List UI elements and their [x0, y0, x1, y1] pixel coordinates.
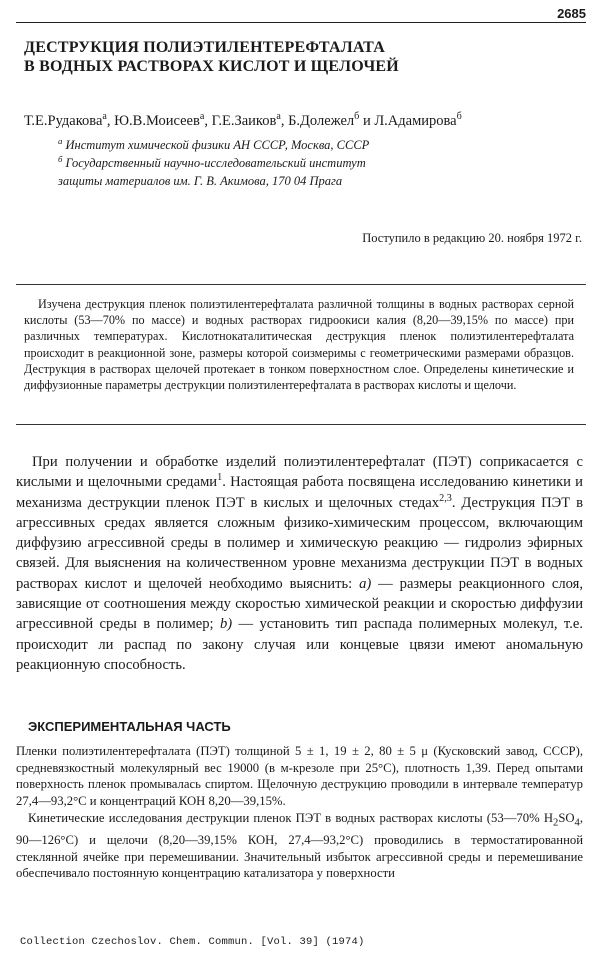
exp-text-1: Кинетические исследования деструкции пленок ПЭТ в водных растворах кислоты (53—70% H [28, 810, 554, 825]
author-2: , Ю.В.Моисеев [106, 113, 200, 129]
author-3: , Г.Е.Заиков [204, 113, 277, 129]
abstract-top-rule [16, 284, 586, 285]
author-3-mark: а [276, 111, 281, 123]
affiliation-b [58, 155, 366, 172]
author-5: и Л.Адамирова [359, 113, 457, 129]
author-1-mark: а [102, 111, 107, 123]
title-line-1: ДЕСТРУКЦИЯ ПОЛИЭТИЛЕНТЕРЕФТАЛАТА [24, 39, 386, 56]
author-1: Т.Е.Рудакова [24, 113, 103, 129]
author-4-mark: б [354, 111, 360, 123]
exp-subscript-4: 4 [574, 817, 580, 829]
item-a-marker: а) [359, 575, 372, 592]
experimental-paragraph-2 [16, 810, 583, 882]
journal-footer: Collection Czechoslov. Chem. Commun. [Vol. 39] (1974) [20, 936, 365, 948]
intro-text-2: . Настоящая работа посвящена исследованию кинетики и механизма деструкции пленок ПЭТ в кислых и щелочных стедах [16, 474, 583, 511]
affiliation-a-text: Институт химической физики АН СССР, Москва, СССР [62, 138, 370, 152]
page-number: 2685 [557, 6, 586, 21]
exp-subscript-2: 2 [553, 817, 559, 829]
intro-text-3: . Деструкция ПЭТ в агрессивных средах является сложным физико-химическим процессом, включающим диффузию агрессивной среды в полимер и химическую реакцию — гидролиз эфирных связей. Для выяснения на количественном уровне механизма деструкции ПЭТ в водных растворах кислот и щелочей необходимо выяснить: [16, 494, 583, 592]
intro-text-1: При получении и обработке изделий полиэтилентерефталат (ПЭТ) соприкасается с кислыми и щелочными средами [16, 454, 583, 491]
intro-text-5: — установить тип распада полимерных молекул, т.е. происходит ли распад по закону случая или концевые цвязи имеют аномальную реакционную способность. [16, 616, 583, 673]
experimental-paragraph-1: Пленки полиэтилентерефталата (ПЭТ) толщиной 5 ± 1, 19 ± 2, 80 ± 5 μ (Кусковский завод, СССР), средневязкостный молекулярный вес 19000 (в м-крезоле при 25°С), плотность 1,39. Перед опытами поверхность пленок промывалась спиртом. Щелочную деструкцию проводили в интервале температур 27,4—93,2°С и концентраций КОН 8,20—39,15%. [16, 744, 583, 809]
intro-text-4: — размеры реакционного слоя, зависящие от соотношения между скоростью химической реакции и скоростью диффузии агрессивной среды в полимер; [16, 575, 584, 633]
affiliation-a-mark: а [58, 135, 63, 146]
author-5-mark: б [456, 111, 462, 123]
authors-line [24, 113, 462, 130]
abstract: Изучена деструкция пленок полиэтилентерефталата различной толщины в водных растворах серной кислоты (53—70% по массе) и водных растворах гидроокиси калия (8,20—39,15% по массе) при различных температурах. Кислотнокаталитическая деструкция пленок полиэтилентерефталата происходит в реакционной зоне, размеры которой соизмеримы с геометрическими размерами образцов. Деструкция в растворах щелочей протекает в тонком поверхностном слое. Определены кинетические и диффузионные параметры деструкции полиэтилентерефталата в растворах кислоты и щелочи. [24, 297, 574, 393]
affiliation-a [58, 137, 369, 154]
exp-text-2: SO [558, 810, 575, 825]
author-2-mark: а [199, 111, 205, 123]
section-heading: ЭКСПЕРИМЕНТАЛЬНАЯ ЧАСТЬ [28, 719, 231, 734]
received-date: Поступило в редакцию 20. ноября 1972 г. [362, 231, 582, 245]
experimental-section [16, 743, 583, 882]
abstract-bottom-rule [16, 424, 586, 425]
affiliation-b-line-1: Государственный научно-исследовательский институт [62, 156, 366, 170]
reference-1: 1 [217, 472, 223, 484]
affiliation-b-line-2: защиты материалов им. Г. В. Акимова, 170 04 Прага [58, 174, 343, 188]
title-line-2: В ВОДНЫХ РАСТВОРАХ КИСЛОТ И ЩЕЛОЧЕЙ [24, 58, 399, 75]
header-rule [16, 22, 586, 23]
article-title [24, 38, 564, 76]
affiliation-b-mark: б [58, 153, 63, 164]
introduction-paragraph [16, 452, 583, 675]
author-4: , Б.Долежел [280, 113, 355, 129]
item-b-marker: b) [219, 616, 233, 633]
exp-text-3: , 90—126°С) и щелочи (8,20—39,15% КОН, 27,4—93,2°С) проводились в термостатированной стеклянной ячейке при перемешивании. Значительный избыток агрессивной среды и перемешивание обеспечивало постоянную концентрацию катализатора у поверхности [16, 810, 583, 881]
reference-2-3: 2,3 [439, 492, 452, 504]
